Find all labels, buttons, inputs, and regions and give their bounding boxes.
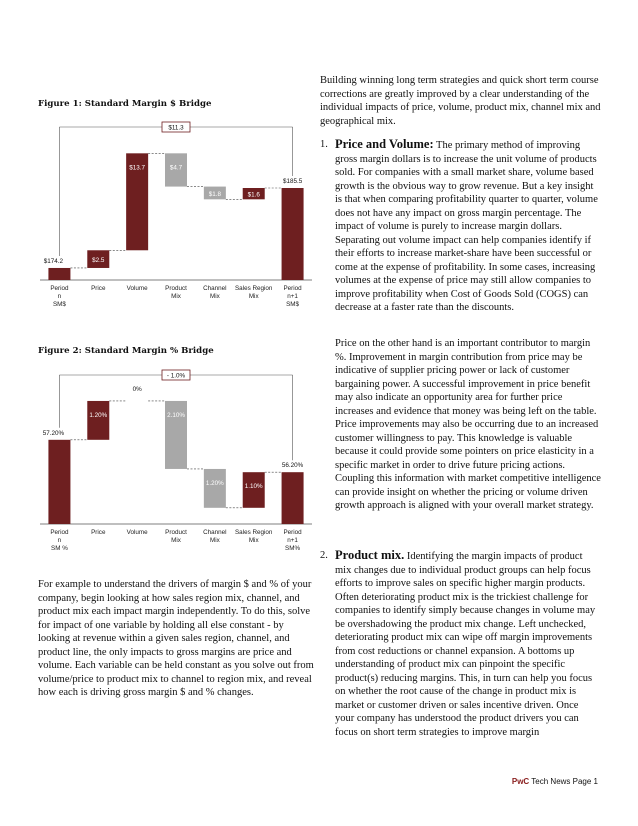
product-mix-heading: Product mix. — [335, 548, 405, 562]
figure2-title: Figure 2: Standard Margin % Bridge — [38, 346, 214, 356]
fig1-tick-label-4-1: Mix — [209, 293, 220, 300]
fig1-tick-label-0-0: Period — [50, 285, 69, 292]
list-body-1 — [335, 138, 598, 315]
fig2-value-label-6: 56.20% — [281, 462, 304, 470]
fig2-value-label-4: 1.20% — [205, 479, 224, 487]
fig2-tick-label-5-0: Sales Region — [234, 529, 273, 536]
fig1-value-label-1: $2.5 — [92, 257, 105, 265]
figure2-svg — [36, 358, 316, 568]
product-mix-text: Identifying the margin impacts of product mix changes due to individual product groups can help focus efforts to improve sales on specific higher margin products. Often deteriorating product mix is the trickiest challenge for companies to identify simply because changes in volume may be overshadowing the product mix change. Left unchecked, deteriorating product mix can wipe off margin improvements from cost reductions or channel expansion. A bottoms up understanding of product mix can pinpoint the specific product(s) reducing margins. This, in turn can help you focus on whether the root cause of the change in product mix is market or customer driven or sales incentive driven. Once your company has understood the product drivers you can focus on short term strategies to improve margin — [335, 551, 596, 738]
fig1-bar-0 — [48, 268, 70, 280]
fig1-tick-label-3-1: Mix — [171, 293, 181, 300]
fig2-tick-label-6-0: Period — [283, 529, 302, 536]
fig1-value-label-6: $185.5 — [282, 178, 303, 185]
fig1-tick-label-5-1: Mix — [248, 293, 259, 300]
fig1-value-label-0: $174.2 — [43, 257, 64, 265]
fig2-tick-label-3-0: Product — [165, 529, 187, 536]
figure1-svg — [36, 112, 316, 330]
fig1-tick-label-6-1: n+1 — [287, 293, 298, 300]
fig1-tick-label-3-0: Product — [165, 285, 187, 292]
fig2-tick-label-5-1: Mix — [248, 537, 259, 544]
fig2-tick-label-6-2: SM% — [285, 545, 301, 552]
list-item-price-volume — [320, 138, 602, 328]
fig1-tick-label-4-0: Channel — [203, 285, 227, 292]
left-paragraph: For example to understand the drivers of margin $ and % of your company, begin looking at how sales region mix, channel, and product mix each impact margin independently. To do this, solve for impact of one variable by holding all else constant - by looking at revenue within a given sales region, channel, and product line, the only impacts to gross margins are price and volume. Each variable can be held constant as you solve out from volume/price to product mix to channel to region mix, and reveal how each is driving gross margin $ and % changes. — [38, 579, 314, 698]
list-number-2: 2. — [320, 550, 328, 561]
figure1-chart — [36, 112, 316, 335]
figure1-title: Figure 1: Standard Margin $ Bridge — [38, 99, 212, 109]
fig2-tick-label-0-2: SM % — [51, 545, 68, 552]
list-body-2 — [335, 549, 598, 739]
fig1-value-label-2: $13.7 — [129, 164, 146, 172]
fig2-tick-label-2-0: Volume — [126, 529, 148, 536]
fig1-value-label-5: $1.6 — [247, 191, 260, 199]
footer-text: Tech News Page 1 — [529, 777, 598, 786]
fig1-tick-label-6-0: Period — [283, 285, 302, 292]
fig2-value-label-5: 1.10% — [244, 483, 263, 491]
fig2-bracket-label: - 1.0% — [166, 372, 186, 380]
fig1-tick-label-6-2: SM$ — [286, 301, 300, 308]
price-volume-text: The primary method of improving gross margin dollars is to increase the unit volume of products sold. For companies with a small market share, volume based growth is the obvious way to grow revenue. But a key insight is that when comparing profitability quarter to quarter, volume does not have any impact on gross margin percentage. The impact of volume is purely to increase margin dollars. Separating out volume impact can help companies identify if their efforts to increase market-share have been successful or come at the expense of profitability. In some cases, increasing volumes at the expense of price may still allow companies to improve profitability when Cost of Goods Sold (COGS) can decrease at a faster rate than the discounts. — [335, 140, 598, 313]
fig2-value-label-3: 2.10% — [167, 411, 185, 419]
fig2-tick-label-6-1: n+1 — [287, 537, 298, 544]
fig1-tick-label-0-2: SM$ — [52, 301, 66, 308]
list-number-1: 1. — [320, 139, 328, 150]
price-volume-heading: Price and Volume: — [335, 137, 434, 151]
footer-brand: PwC — [511, 777, 530, 786]
fig2-tick-label-1-0: Price — [91, 529, 106, 536]
fig2-tick-label-4-1: Mix — [209, 537, 220, 544]
fig1-tick-label-0-1: n — [57, 293, 62, 300]
fig1-bracket-label: $11.3 — [168, 124, 184, 132]
fig2-tick-label-0-1: n — [57, 537, 62, 544]
fig2-tick-label-3-1: Mix — [171, 537, 181, 544]
fig2-bar-0 — [48, 440, 70, 524]
fig2-bar-4 — [204, 469, 226, 508]
fig1-value-label-3: $4.7 — [169, 164, 183, 172]
fig2-tick-label-4-0: Channel — [203, 529, 227, 536]
fig1-tick-label-5-0: Sales Region — [234, 285, 273, 292]
fig2-value-label-2: 0% — [132, 385, 142, 393]
fig2-tick-label-0-0: Period — [50, 529, 69, 536]
fig2-bar-6 — [282, 472, 304, 524]
fig1-bar-6 — [282, 188, 304, 280]
list-item-product-mix — [320, 549, 602, 759]
fig2-value-label-1: 1.20% — [89, 411, 108, 419]
fig1-value-label-4: $1.8 — [208, 190, 221, 198]
page-footer — [512, 777, 598, 786]
price-paragraph: Price on the other hand is an important contributor to margin %. Improvement in margin contribution from price may be indicative of supplier pricing power or lack of customer bargaining power. A successful improvement in price benefit may also indicate an opportunity area for further price increases and evidence that money was being left on the table. Price improvements may also be occurring due to an increased customer willingness to pay. This knowledge is valuable because it could provide some pointers on price elasticity in a specific market in order to drive future pricing actions. Coupling this information with market competitive intelligence can provide insight on whether the pricing or volume driven growth approach is aligned with your overall market strategy. — [335, 338, 601, 511]
fig2-value-label-0: 57.20% — [42, 429, 65, 437]
fig1-tick-label-2-0: Volume — [126, 285, 148, 292]
fig1-tick-label-1-0: Price — [91, 285, 106, 292]
intro-paragraph: Building winning long term strategies and quick short term course corrections are greatly improved by a clear understanding of the individual impacts of price, volume, product mix, channel mix and geographical mix. — [320, 75, 601, 127]
fig2-bar-1 — [87, 401, 109, 440]
figure2-chart — [36, 358, 316, 573]
